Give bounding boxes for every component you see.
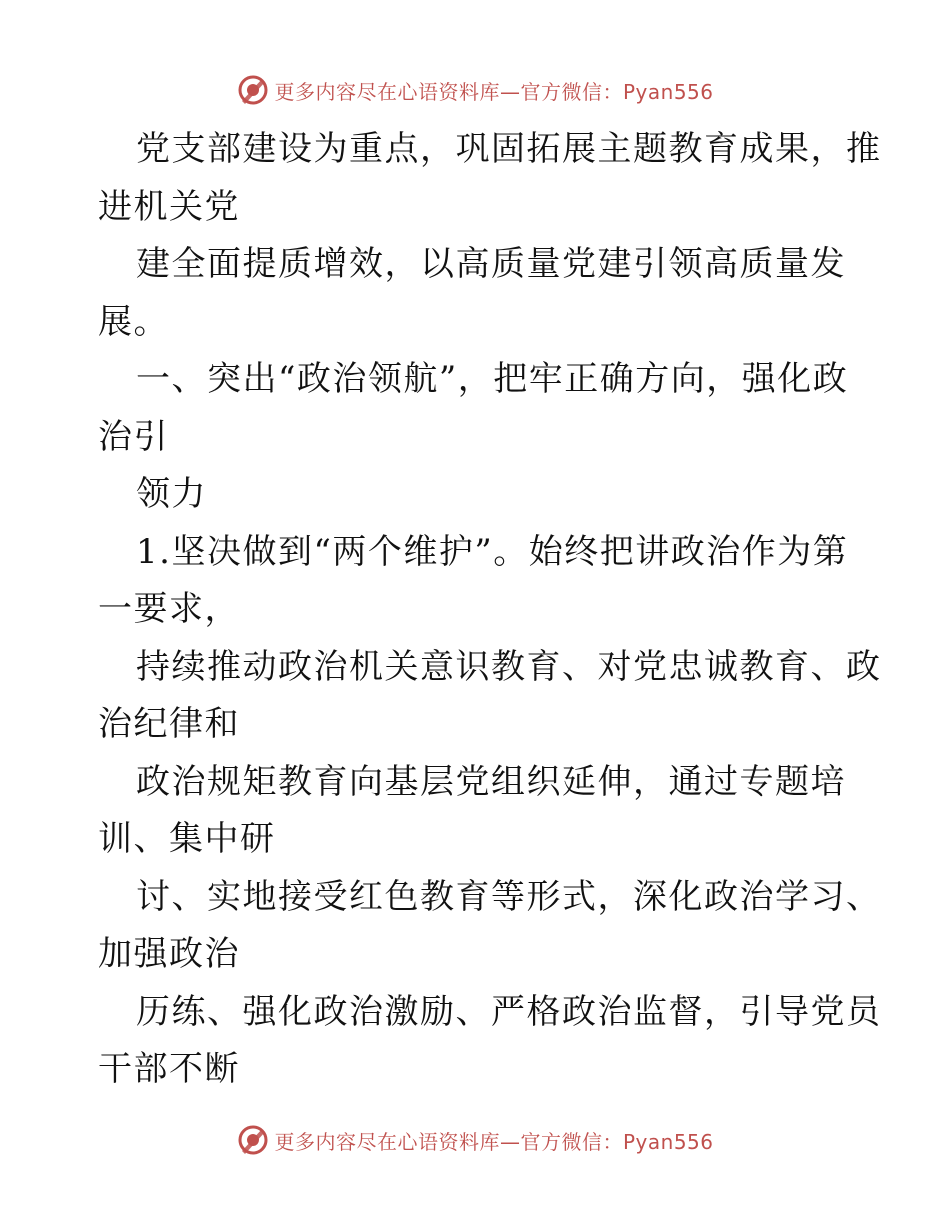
section-heading-line: 一、突出“政治领航”，把牢正确方向，强化政 [136,359,849,399]
text-line: 展。 [98,301,169,342]
header-watermark [0,70,950,110]
document-body [98,121,882,1099]
text-line: 训、集中研 [98,819,276,859]
header-watermark-handle: Pyan556 [622,79,714,104]
footer-watermark [0,1120,950,1160]
section-heading-line: 领力 [136,474,207,514]
header-watermark-text: 更多内容尽在心语资料库—官方微信： [274,79,623,104]
text-line: 1.坚决做到“两个维护”。始终把讲政治作为第 [136,531,849,572]
footer-watermark-text: 更多内容尽在心语资料库—官方微信： [274,1129,623,1154]
text-line: 干部不断 [98,1049,240,1089]
text-line: 党支部建设为重点，巩固拓展主题教育成果，推 [136,129,882,169]
pen-logo-icon [236,73,270,107]
text-line: 加强政治 [98,934,240,974]
text-line: 历练、强化政治激励、严格政治监督，引导党员 [136,991,882,1032]
text-line: 治纪律和 [98,704,240,744]
footer-watermark-handle: Pyan556 [622,1129,714,1154]
section-heading-line: 治引 [98,416,169,457]
text-line: 建全面提质增效，以高质量党建引领高质量发 [136,244,846,284]
text-line: 持续推动政治机关意识教育、对党忠诚教育、政 [136,646,882,687]
pen-logo-icon [236,1123,270,1157]
text-line: 政治规矩教育向基层党组织延伸，通过专题培 [136,761,846,802]
text-line: 一要求， [98,589,240,629]
text-line: 讨、实地接受红色教育等形式，深化政治学习、 [136,876,882,917]
text-line: 进机关党 [98,186,240,227]
